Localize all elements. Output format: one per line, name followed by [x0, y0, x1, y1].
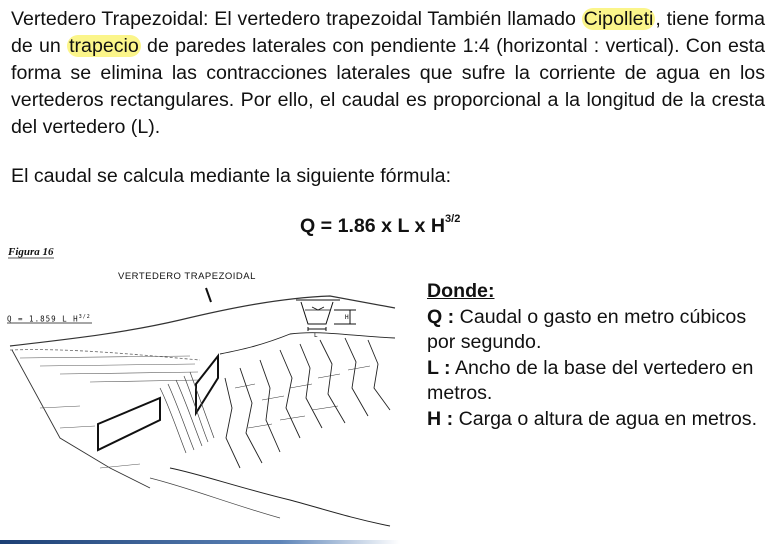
- legend-text-q: Caudal o gasto en metro cúbicos por segundo.: [427, 305, 747, 353]
- formula-main: Q = 1.86 x L x H: [300, 215, 446, 237]
- bottom-accent-bar: [0, 540, 400, 544]
- label-l: L: [314, 332, 318, 339]
- discharge-formula: [300, 215, 460, 238]
- intro-paragraph: [11, 6, 765, 141]
- intro-text-1: Vertedero Trapezoidal: El vertedero trapezoidal También llamado: [11, 8, 582, 30]
- figure-formula-main: Q = 1.859 L H: [7, 314, 79, 324]
- highlight-trapecio: trapecio: [69, 35, 139, 57]
- weir-illustration: [0, 238, 400, 538]
- highlight-cipolleti: Cipolleti: [583, 8, 654, 30]
- legend: [427, 279, 775, 432]
- figure-formula-exp: 3/2: [78, 314, 91, 320]
- legend-item-h: [427, 407, 775, 433]
- figure-caption: Figura 16: [8, 246, 54, 258]
- legend-item-q: [427, 305, 775, 356]
- legend-key-l: L :: [427, 356, 451, 379]
- label-h: H: [345, 314, 349, 321]
- legend-item-l: [427, 356, 775, 407]
- legend-heading: Donde:: [427, 280, 495, 302]
- formula-exponent: 3/2: [445, 213, 461, 225]
- legend-text-l: Ancho de la base del vertedero en metros.: [427, 356, 754, 404]
- intro-text-2: , tiene forma de un: [11, 8, 765, 57]
- legend-key-h: H :: [427, 407, 454, 430]
- weir-walls: [98, 356, 218, 450]
- formula-intro: El caudal se calcula mediante la siguiente fórmula:: [11, 165, 452, 187]
- figure-title: VERTEDERO TRAPEZOIDAL: [118, 271, 256, 282]
- intro-text-3: de paredes laterales con pendiente 1:4 (horizontal : vertical). Con esta forma se elimina las contracciones laterales que sufre la corriente de agua en los vertederos rectangulares. Por ello, el caudal es proporcional a la longitud de la cresta del vertedero (L).: [11, 35, 765, 138]
- legend-text-h: Carga o altura de agua en metros.: [453, 407, 758, 430]
- legend-key-q: Q :: [427, 305, 455, 328]
- figure-formula: [7, 314, 91, 324]
